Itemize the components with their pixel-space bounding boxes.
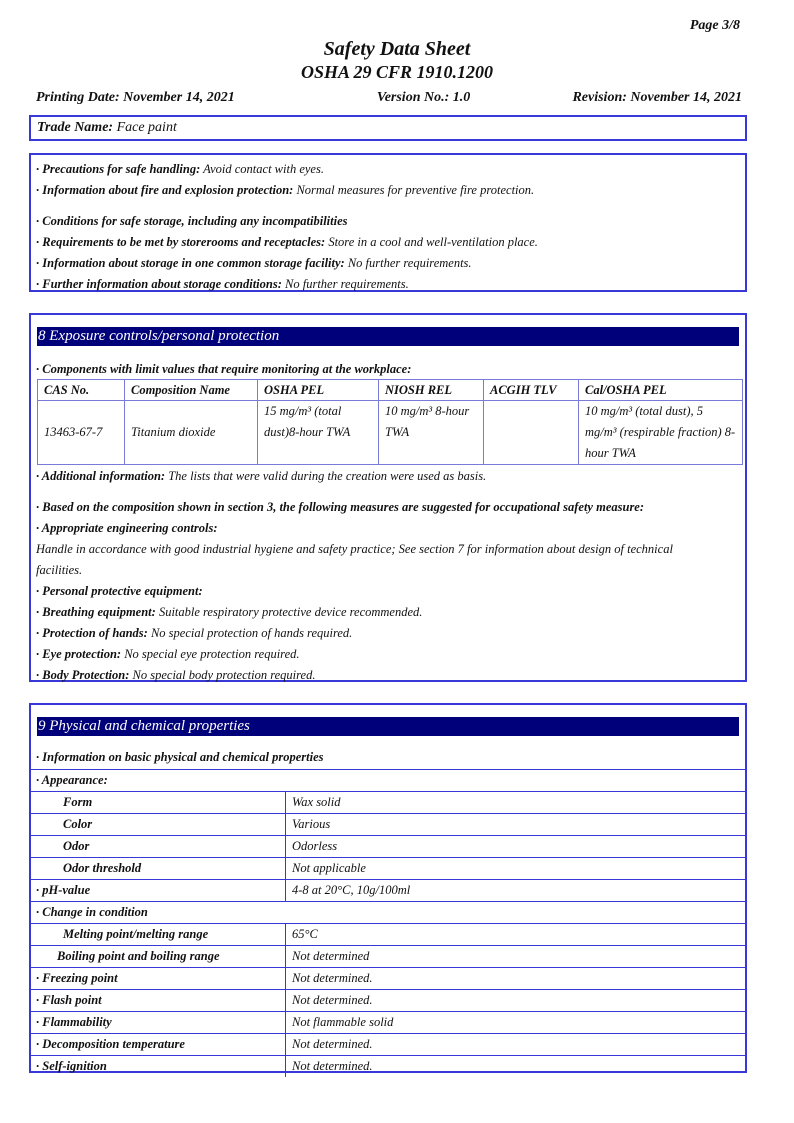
- components-label: · Components with limit values that require monitoring at the workplace:: [36, 362, 412, 376]
- table-row: Boiling point and boiling range Not determined: [31, 945, 745, 967]
- table-row: · Decomposition temperature Not determined.: [31, 1033, 745, 1055]
- section-9: [29, 703, 747, 1073]
- appearance-row: · Appearance:: [31, 769, 745, 791]
- info-line: · Requirements to be met by storerooms and receptacles: Store in a cool and well-ventilation place.: [36, 235, 538, 249]
- document-meta: [36, 90, 742, 106]
- trade-name-box: [29, 115, 747, 141]
- printing-date: Printing Date: November 14, 2021: [36, 90, 235, 105]
- table-row: Odor Odorless: [31, 835, 745, 857]
- cell-osha: 15 mg/m³ (total dust)8-hour TWA: [258, 401, 379, 465]
- col-niosh: NIOSH REL: [379, 380, 484, 401]
- trade-name-label: Trade Name:: [37, 120, 114, 135]
- page-number: Page 3/8: [689, 18, 740, 33]
- col-acgih: ACGIH TLV: [484, 380, 579, 401]
- table-row: · Change in condition: [31, 901, 745, 923]
- table-row: [38, 401, 743, 465]
- ppe-eyes: · Eye protection: No special eye protection required.: [36, 647, 300, 661]
- version-number: Version No.: 1.0: [376, 90, 471, 105]
- info-line: · Precautions for safe handling: Avoid contact with eyes.: [36, 162, 324, 176]
- eng-controls-text-cont: facilities.: [36, 563, 83, 577]
- based-on-text: · Based on the composition shown in section 3, the following measures are suggested for occupational safety measure:: [36, 500, 645, 514]
- col-calosha: Cal/OSHA PEL: [579, 380, 743, 401]
- table-row: · Freezing point Not determined.: [31, 967, 745, 989]
- cell-calosha: 10 mg/m³ (total dust), 5 mg/m³ (respirable fraction) 8-hour TWA: [579, 401, 743, 465]
- table-row: Odor threshold Not applicable: [31, 857, 745, 879]
- table-row: Color Various: [31, 813, 745, 835]
- table-row: Melting point/melting range 65°C: [31, 923, 745, 945]
- ppe-breathing: · Breathing equipment: Suitable respiratory protective device recommended.: [36, 605, 423, 619]
- table-row: Form Wax solid: [31, 791, 745, 813]
- ppe-label: · Personal protective equipment:: [36, 584, 203, 598]
- cell-cas: 13463-67-7: [38, 401, 125, 465]
- info-line: · Information about fire and explosion protection: Normal measures for preventive fire protection.: [36, 183, 535, 197]
- document-subtitle: OSHA 29 CFR 1910.1200: [300, 62, 494, 82]
- trade-name-value: Face paint: [113, 120, 177, 135]
- exposure-limits-table: [37, 379, 743, 465]
- ppe-hands: · Protection of hands: No special protection of hands required.: [36, 626, 353, 640]
- section-8-heading: 8 Exposure controls/personal protection: [37, 327, 739, 346]
- info-line: · Conditions for safe storage, including any incompatibilities: [36, 214, 348, 228]
- table-row: · Flammability Not flammable solid: [31, 1011, 745, 1033]
- col-osha: OSHA PEL: [258, 380, 379, 401]
- section-7-continued: [29, 153, 747, 292]
- cell-niosh: 10 mg/m³ 8-hour TWA: [379, 401, 484, 465]
- section-8: [29, 313, 747, 682]
- eng-controls-text: Handle in accordance with good industrial hygiene and safety practice; See section 7 for information about design of technical: [36, 542, 673, 556]
- table-row: · Flash point Not determined.: [31, 989, 745, 1011]
- table-row: · Self-ignition Not determined.: [31, 1055, 745, 1077]
- info-line: · Information about storage in one common storage facility: No further requirements.: [36, 256, 472, 270]
- additional-info: · Additional information: The lists that were valid during the creation were used as basis.: [36, 469, 487, 483]
- ppe-body: · Body Protection: No special body protection required.: [36, 668, 316, 682]
- section-9-heading: 9 Physical and chemical properties: [37, 717, 739, 736]
- cell-composition: Titanium dioxide: [125, 401, 258, 465]
- table-header-row: [38, 380, 743, 401]
- info-line: · Further information about storage conditions: No further requirements.: [36, 277, 409, 291]
- properties-table: [31, 747, 745, 1077]
- properties-info-row: · Information on basic physical and chemical properties: [36, 750, 324, 764]
- eng-controls-label: · Appropriate engineering controls:: [36, 521, 218, 535]
- col-composition: Composition Name: [125, 380, 258, 401]
- cell-acgih: [484, 401, 579, 465]
- document-title: Safety Data Sheet: [323, 38, 471, 60]
- col-cas: CAS No.: [38, 380, 125, 401]
- table-row: · pH-value 4-8 at 20°C, 10g/100ml: [31, 879, 745, 901]
- revision-date: Revision: November 14, 2021: [572, 90, 742, 105]
